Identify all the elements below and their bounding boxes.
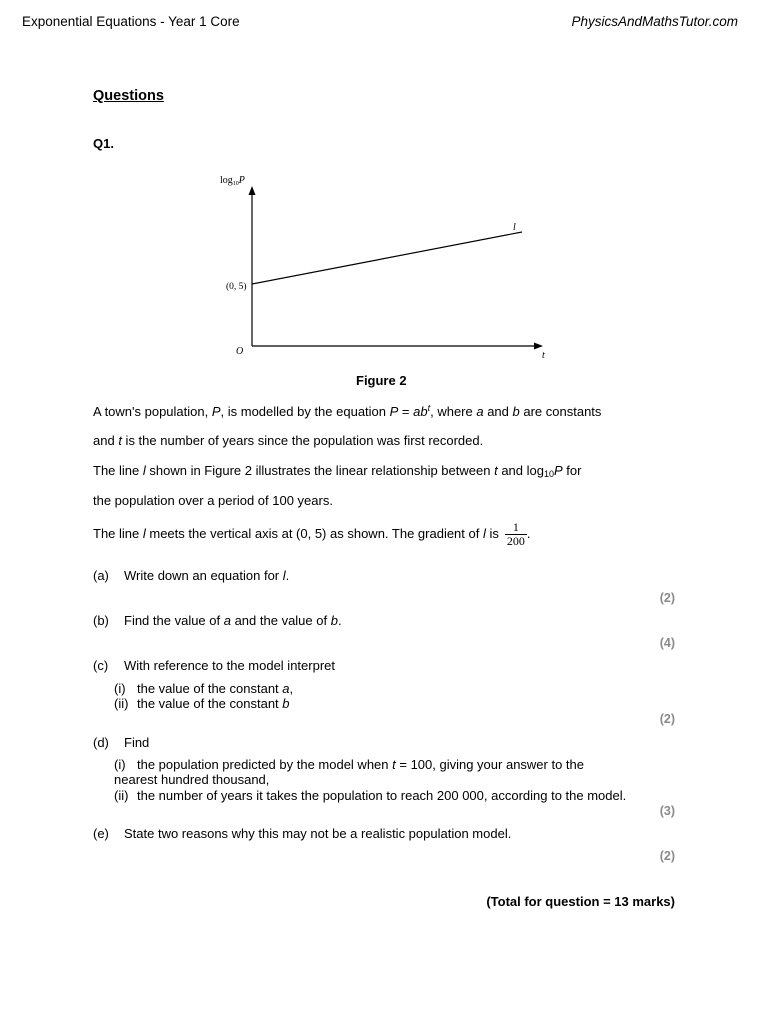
- part-d-i-continued: nearest hundred thousand,: [114, 772, 270, 787]
- intro-line-4: the population over a period of 100 years.: [93, 493, 333, 508]
- part-b-marks: (4): [659, 636, 675, 650]
- origin-label: O: [236, 346, 244, 357]
- intro-line-5: The line l meets the vertical axis at (0, 5) as shown. The gradient of l is $\frac{1}{200}$ .: [93, 520, 531, 548]
- figure-2: [212, 168, 562, 371]
- y-axis-arrow: [249, 186, 256, 195]
- section-heading: Questions: [93, 88, 164, 104]
- total-marks: (Total for question = 13 marks): [486, 894, 675, 909]
- part-d-i: (i) the population predicted by the model when t = 100, giving your answer to the: [114, 757, 585, 772]
- figure-caption: Figure 2: [356, 373, 407, 388]
- document-header-title: Exponential Equations - Year 1 Core: [22, 14, 240, 29]
- document-header-site[interactable]: PhysicsAndMathsTutor.com: [571, 14, 738, 29]
- part-c-marks: (2): [659, 712, 675, 726]
- line-l-label: l: [513, 222, 516, 233]
- intro-line-3: The line l shown in Figure 2 illustrates the linear relationship between t and $\log_{10}P$ for: [93, 463, 582, 479]
- part-e-marks: (2): [659, 849, 675, 863]
- gradient-fraction: $\frac{1}{200}$: [506, 520, 525, 548]
- part-c-ii: (ii) the value of the constant b: [114, 696, 290, 711]
- line-l: [252, 232, 522, 284]
- part-b: (b) Find the value of a and the value of b.: [93, 613, 342, 628]
- question-number: Q1.: [93, 136, 114, 151]
- part-d-marks: (3): [659, 804, 675, 818]
- x-axis-label: t: [542, 350, 545, 361]
- part-c-i: (i) the value of the constant a,: [114, 681, 294, 696]
- part-c: (c) With reference to the model interpret: [93, 658, 335, 673]
- intercept-label: (0, 5): [226, 282, 247, 292]
- part-d-ii: (ii) the number of years it takes the population to reach 200 000, according to the model.: [114, 788, 627, 803]
- part-d: (d) Find: [93, 735, 150, 750]
- intro-line-1: A town's population, P, is modelled by the equation $P = ab^t$, where a and b are constants: [93, 403, 602, 419]
- part-a-marks: (2): [659, 591, 675, 605]
- part-e: (e) State two reasons why this may not be a realistic population model.: [93, 826, 512, 841]
- y-axis-label: $\log_{10}P$: [220, 175, 245, 187]
- figure-2-graph: [212, 168, 562, 368]
- intro-line-2: and t is the number of years since the population was first recorded.: [93, 433, 484, 448]
- x-axis-arrow: [534, 343, 543, 350]
- part-a: (a) Write down an equation for l.: [93, 568, 290, 583]
